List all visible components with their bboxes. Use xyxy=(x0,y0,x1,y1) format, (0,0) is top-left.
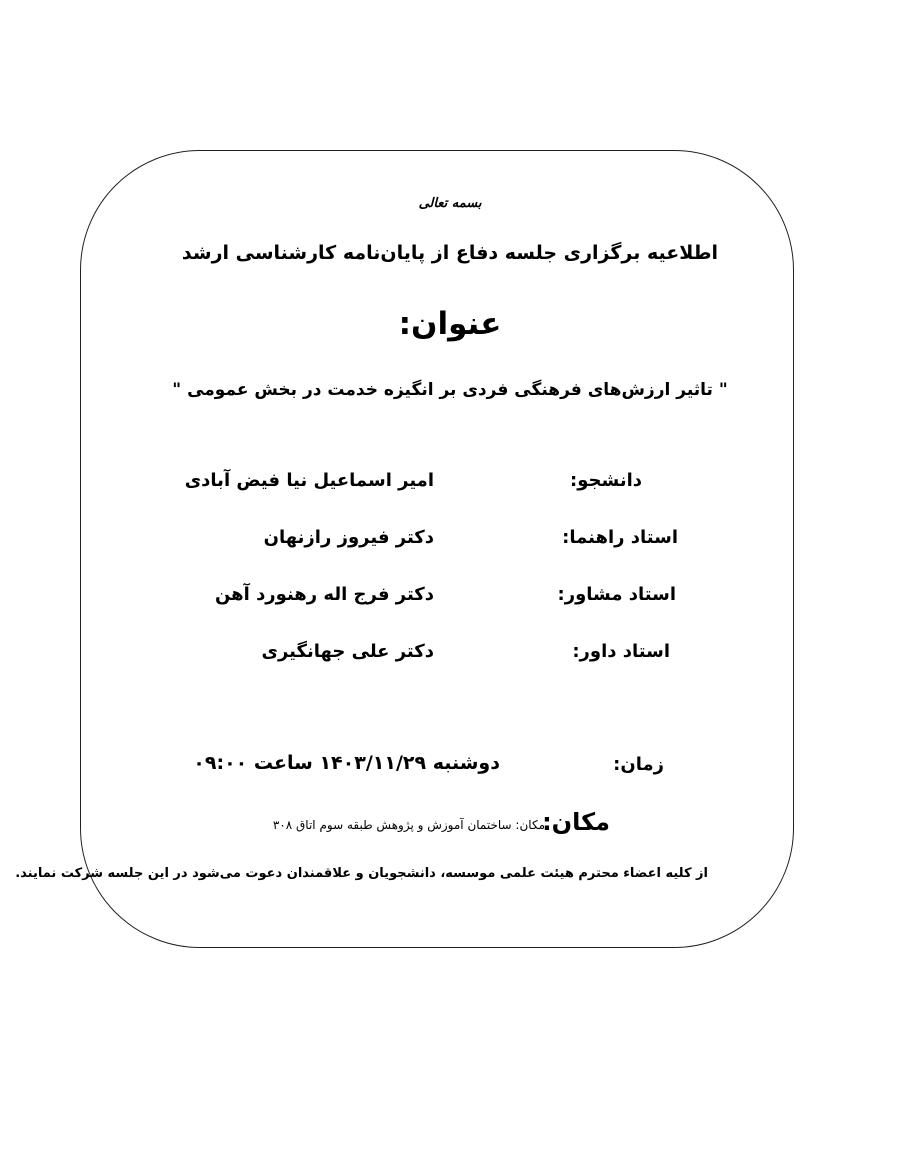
invitation-text: از کلیه اعضاء محترم هیئت علمی موسسه، دانشجویان و علاقمندان دعوت می‌شود در این جلسه شرکت نمایند. xyxy=(15,866,708,881)
place-value: مکان: ساختمان آموزش و پژوهش طبقه سوم اتاق ۳۰۸ xyxy=(272,818,545,832)
notice-heading: اطلاعیه برگزاری جلسه دفاع از پایان‌نامه کارشناسی ارشد xyxy=(181,242,719,264)
advisor-label: استاد مشاور: xyxy=(557,584,676,605)
time-value: دوشنبه ۱۴۰۳/۱۱/۲۹ ساعت ۰۹:۰۰ xyxy=(193,752,500,774)
referee-label: استاد داور: xyxy=(572,641,670,662)
referee-name: دکتر علی جهانگیری xyxy=(261,641,434,662)
bismillah: بسمه تعالی xyxy=(418,196,482,211)
thesis-title: " تاثیر ارزش‌های فرهنگی فردی بر انگیزه خدمت در بخش عمومی " xyxy=(172,380,728,400)
advisor-name: دکتر فرج اله رهنورد آهن xyxy=(214,584,434,605)
supervisor-label: استاد راهنما: xyxy=(562,527,678,548)
student-label: دانشجو: xyxy=(570,470,642,491)
time-label: زمان: xyxy=(613,754,664,775)
place-label: مکان: xyxy=(542,808,610,836)
student-name: امیر اسماعیل نیا فیض آبادی xyxy=(184,470,434,491)
title-label: عنوان: xyxy=(398,306,502,342)
supervisor-name: دکتر فیروز رازنهان xyxy=(263,527,434,548)
